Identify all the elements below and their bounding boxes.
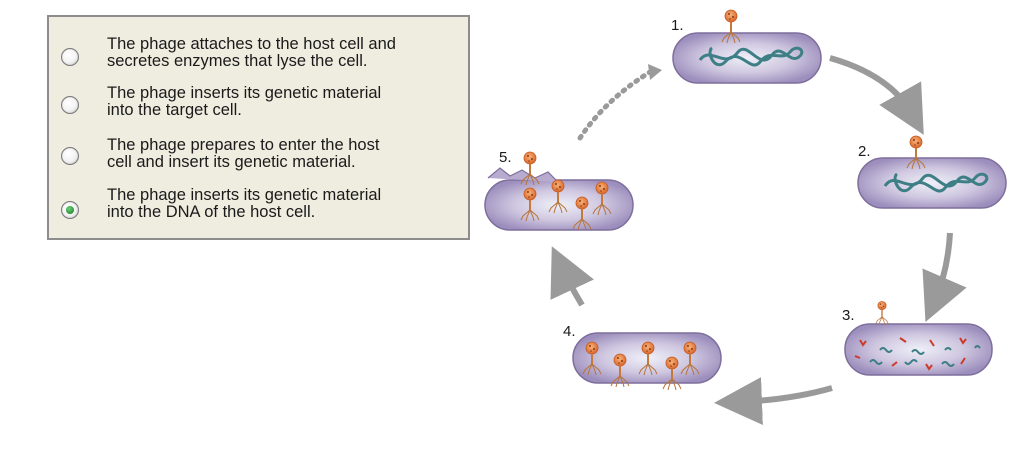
cycle-arrow-5-1-dotted <box>580 72 650 138</box>
cell-step-3 <box>845 324 992 375</box>
step-label-3: 3. <box>842 307 855 324</box>
answer-line: secretes enzymes that lyse the cell. <box>107 52 368 70</box>
answer-line: The phage inserts its genetic material <box>107 186 382 204</box>
cycle-arrow-3-4 <box>738 388 832 402</box>
answer-line: cell and insert its genetic material. <box>107 153 356 171</box>
phage-icon <box>876 301 889 324</box>
answer-line: into the target cell. <box>107 101 242 119</box>
step-3-group <box>842 301 992 375</box>
step-label-4: 4. <box>563 323 576 340</box>
answer-line: The phage inserts its genetic material <box>107 84 382 102</box>
cycle-arrow-2-3 <box>935 233 950 300</box>
arrow-head <box>648 64 662 80</box>
answer-line: into the DNA of the host cell. <box>107 203 316 221</box>
cycle-arrow-4-5 <box>562 268 582 305</box>
step-5-group <box>485 149 633 230</box>
step-label-1: 1. <box>671 17 684 34</box>
step-label-5: 5. <box>499 149 512 166</box>
step-2-group <box>858 136 1006 208</box>
cycle-arrow-1-2 <box>830 58 912 114</box>
answer-line: The phage prepares to enter the host <box>107 136 380 154</box>
step-label-2: 2. <box>858 143 871 160</box>
step-1-group <box>671 10 821 83</box>
answer-line: The phage attaches to the host cell and <box>107 35 396 53</box>
step-4-group <box>563 323 721 390</box>
